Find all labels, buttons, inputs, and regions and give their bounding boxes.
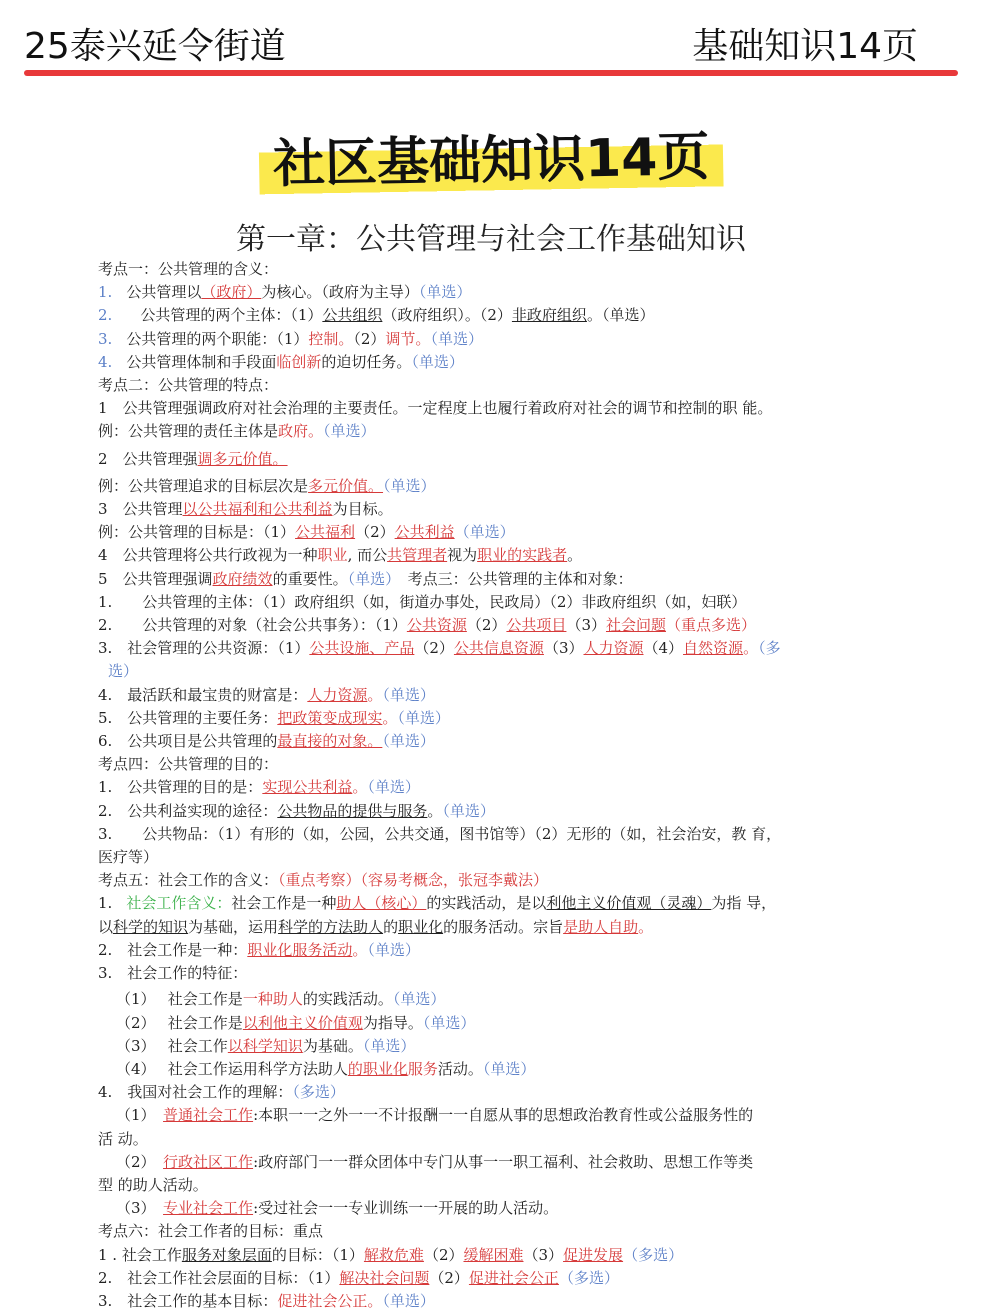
text-line: 例：公共管理的目标是：（1）公共福利（2）公共利益（单选） [98,523,515,542]
text-line: 1. 公共管理的主体：（1）政府组织（如，街道办事处，民政局）（2）非政府组织（如，妇联） [98,592,747,611]
text-line: 1. 社会工作含义：社会工作是一种助人（核心）的实践活动，是以利他主义价值观（灵魂）为指 导， [98,894,777,913]
text-line: （2） 行政社区工作:政府部门一一群众团体中专门从事一一职工福利、社会救助、思想工作等类 [116,1152,754,1171]
text-line: 3 公共管理以公共福利和公共利益为目标。 [98,500,393,519]
text-line: 2 公共管理强调多元价值。 [98,449,288,468]
text-line: （1） 社会工作是一种助人的实践活动。（单选） [116,990,446,1009]
text-line: （4） 社会工作运用科学方法助人的职业化服务活动。（单选） [116,1059,536,1078]
text-line: 3. 社会工作的特征： [98,964,248,983]
document-body [98,258,858,1313]
header-right-title: 基础知识14页 [692,26,918,67]
text-line: 2. 公共管理的对象（社会公共事务）：（1）公共资源（2）公共项目（3）社会问题（重点多选） [98,616,757,635]
section-heading-1: 考点一：公共管理的含义： [98,260,279,278]
text-line: 2. 社会工作是一种：职业化服务活动。（单选） [98,940,420,959]
text-line: 选） [108,662,139,681]
text-line: 例：公共管理的责任主体是政府。（单选） [98,422,376,441]
text-line: （3） 专业社会工作:受过社会一一专业训练一一开展的助人活动。 [116,1199,559,1218]
text-line: 例：公共管理追求的目标层次是多元价值。（单选） [98,476,436,495]
section-heading-6: 考点六：社会工作者的目标：重点 [98,1222,324,1241]
text-line: 5 公共管理强调政府绩效的重要性。（单选） 考点三：公共管理的主体和对象： [98,569,633,588]
text-line: （3） 社会工作以科学知识为基础。（单选） [116,1036,416,1055]
text-line: 2. 社会工作社会层面的目标：（1）解决社会问题（2）促进社会公正（多选） [98,1268,619,1287]
text-line: 4. 最活跃和最宝贵的财富是：人力资源。（单选） [98,685,435,704]
header-divider [24,70,958,76]
page-title: 社区基础知识14页 [258,108,724,203]
text-line: 型 的助人活动。 [98,1175,208,1194]
text-line: 3. 公共管理的两个职能：（1）控制。（2）调节。（单选） [98,329,483,348]
text-line: 1 公共管理强调政府对社会治理的主要责任。一定程度上也履行着政府对社会的调节和控制的职 能。 [98,399,773,418]
text-line: 活 动。 [98,1129,148,1148]
text-line: 6. 公共项目是公共管理的最直接的对象。（单选） [98,732,435,751]
section-heading-5: 考点五：社会工作的含义：（重点考察）（容易考概念，张冠李戴法） [98,871,549,890]
text-line: 2. 公共利益实现的途径：公共物品的提供与服务。（单选） [98,801,495,820]
text-line: 1. 公共管理以（政府）为核心。（政府为主导）（单选） [98,283,472,302]
text-line: （1） 普通社会工作:本职一一之外一一不计报酬一一自愿从事的思想政治教育性或公益服务性的 [116,1106,754,1125]
text-line: 4. 我国对社会工作的理解：（多选） [98,1083,345,1102]
text-line: 3. 社会工作的基本目标：促进社会公正。（单选） [98,1291,435,1310]
section-heading-2: 考点二：公共管理的特点： [98,376,279,395]
text-line: 2. 公共管理的两个主体：（1）公共组织（政府组织）。（2）非政府组织。（单选） [98,306,655,325]
text-line: （2） 社会工作是以利他主义价值观为指导。（单选） [116,1013,476,1032]
text-line: 1 . 社会工作服务对象层面的目标：（1）解救危难（2）缓解困难（3）促进发展（多选） [98,1245,684,1264]
text-line: 医疗等） [98,848,159,867]
title-wrap [0,112,982,199]
text-line: 3. 公共物品：（1）有形的（如，公园，公共交通，图书馆等）（2）无形的（如，社会治安，教 育， [98,824,782,843]
text-line: 4 公共管理将公共行政视为一种职业, 而公共管理者视为职业的实践者。 [98,546,583,565]
chapter-heading: 第一章：公共管理与社会工作基础知识 [236,222,746,257]
text-line: 4. 公共管理体制和手段面临创新的迫切任务。（单选） [98,352,464,371]
text-line: 5. 公共管理的主要任务：把政策变成现实。（单选） [98,708,450,727]
text-line: 以科学的知识为基础，运用科学的方法助人的职业化的服务活动。宗旨是助人自助。 [98,917,654,936]
header-left-title: 25泰兴延令街道 [24,26,286,67]
text-line: 1. 公共管理的目的是：实现公共利益。（单选） [98,778,420,797]
section-heading-4: 考点四：公共管理的目的： [98,755,279,774]
text-line: 3. 社会管理的公共资源：（1）公共设施、产品（2）公共信息资源（3）人力资源（4）自然资源。（多 [98,639,781,658]
